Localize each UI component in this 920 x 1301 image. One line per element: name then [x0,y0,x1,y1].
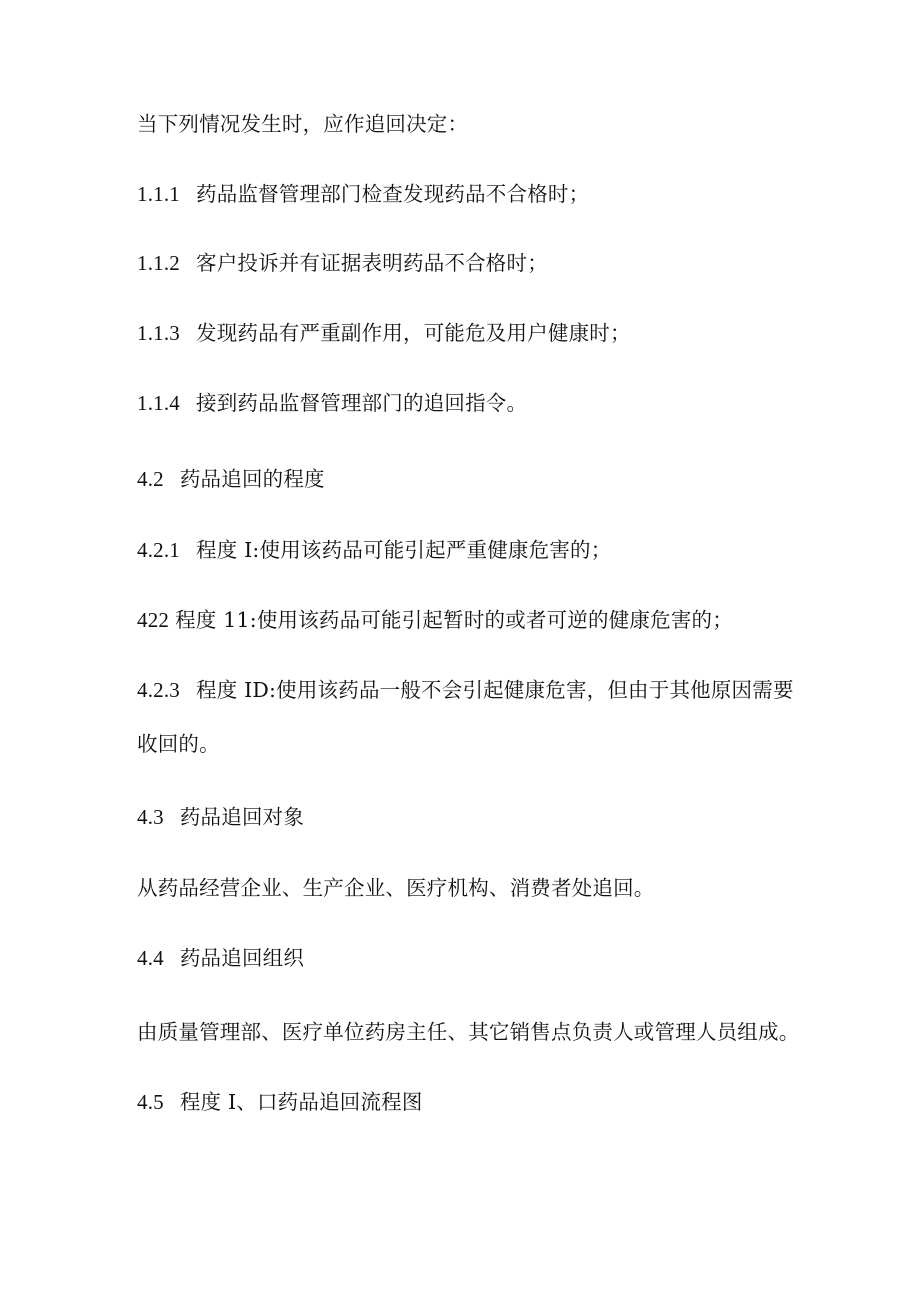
section-title: 药品追回对象 [179,805,305,829]
doc-line-4-3-body [137,874,817,902]
line-number: 1.1.4 [137,391,180,415]
section-title: 药品追回组织 [179,946,305,970]
doc-heading-4-2 [137,465,817,493]
line-text: 当下列情况发生时，应作追回决定： [137,112,469,136]
doc-line-1-1-2 [137,249,817,277]
doc-heading-4-5 [137,1088,817,1116]
doc-line-4-4-body [137,1018,817,1046]
line-text: 程度 ID:使用该药品一般不会引起健康危害，但由于其他原因需要 [196,678,794,702]
line-text: 发现药品有严重副作用，可能危及用户健康时； [196,321,631,345]
doc-line-1-1-4 [137,389,817,417]
line-text: 药品监督管理部门检查发现药品不合格时； [196,182,590,206]
line-text: 从药品经营企业、生产企业、医疗机构、消费者处追回。 [137,876,655,900]
line-text: 客户投诉并有证据表明药品不合格时； [196,251,548,275]
doc-line-4-2-3-cont [137,730,817,758]
line-number: 4.2.3 [137,678,180,702]
line-number: 1.1.2 [137,251,180,275]
line-text: 程度 11:使用该药品可能引起暂时的或者可逆的健康危害的； [175,608,733,632]
doc-heading-4-3 [137,803,817,831]
section-number: 4.4 [137,946,164,970]
line-number: 1.1.1 [137,182,180,206]
line-text: 接到药品监督管理部门的追回指令。 [196,391,528,415]
section-number: 4.3 [137,805,164,829]
doc-line-4-2-2 [137,606,817,634]
line-text: 由质量管理部、医疗单位药房主任、其它销售点负责人或管理人员组成。 [137,1020,800,1044]
line-number: 1.1.3 [137,321,180,345]
section-number: 4.2 [137,467,164,491]
section-title: 药品追回的程度 [179,467,325,491]
doc-heading-4-4 [137,944,817,972]
doc-line-intro [137,110,817,138]
doc-line-1-1-3 [137,319,817,347]
line-text: 收回的。 [137,732,220,756]
section-title: 程度 I、口药品追回流程图 [179,1090,423,1114]
line-number: 4.2.1 [137,538,180,562]
doc-line-1-1-1 [137,180,817,208]
doc-line-4-2-1 [137,536,817,564]
line-text: 程度 I:使用该药品可能引起严重健康危害的； [196,538,612,562]
section-number: 4.5 [137,1090,164,1114]
line-number: 422 [137,608,170,632]
doc-line-4-2-3 [137,676,817,704]
